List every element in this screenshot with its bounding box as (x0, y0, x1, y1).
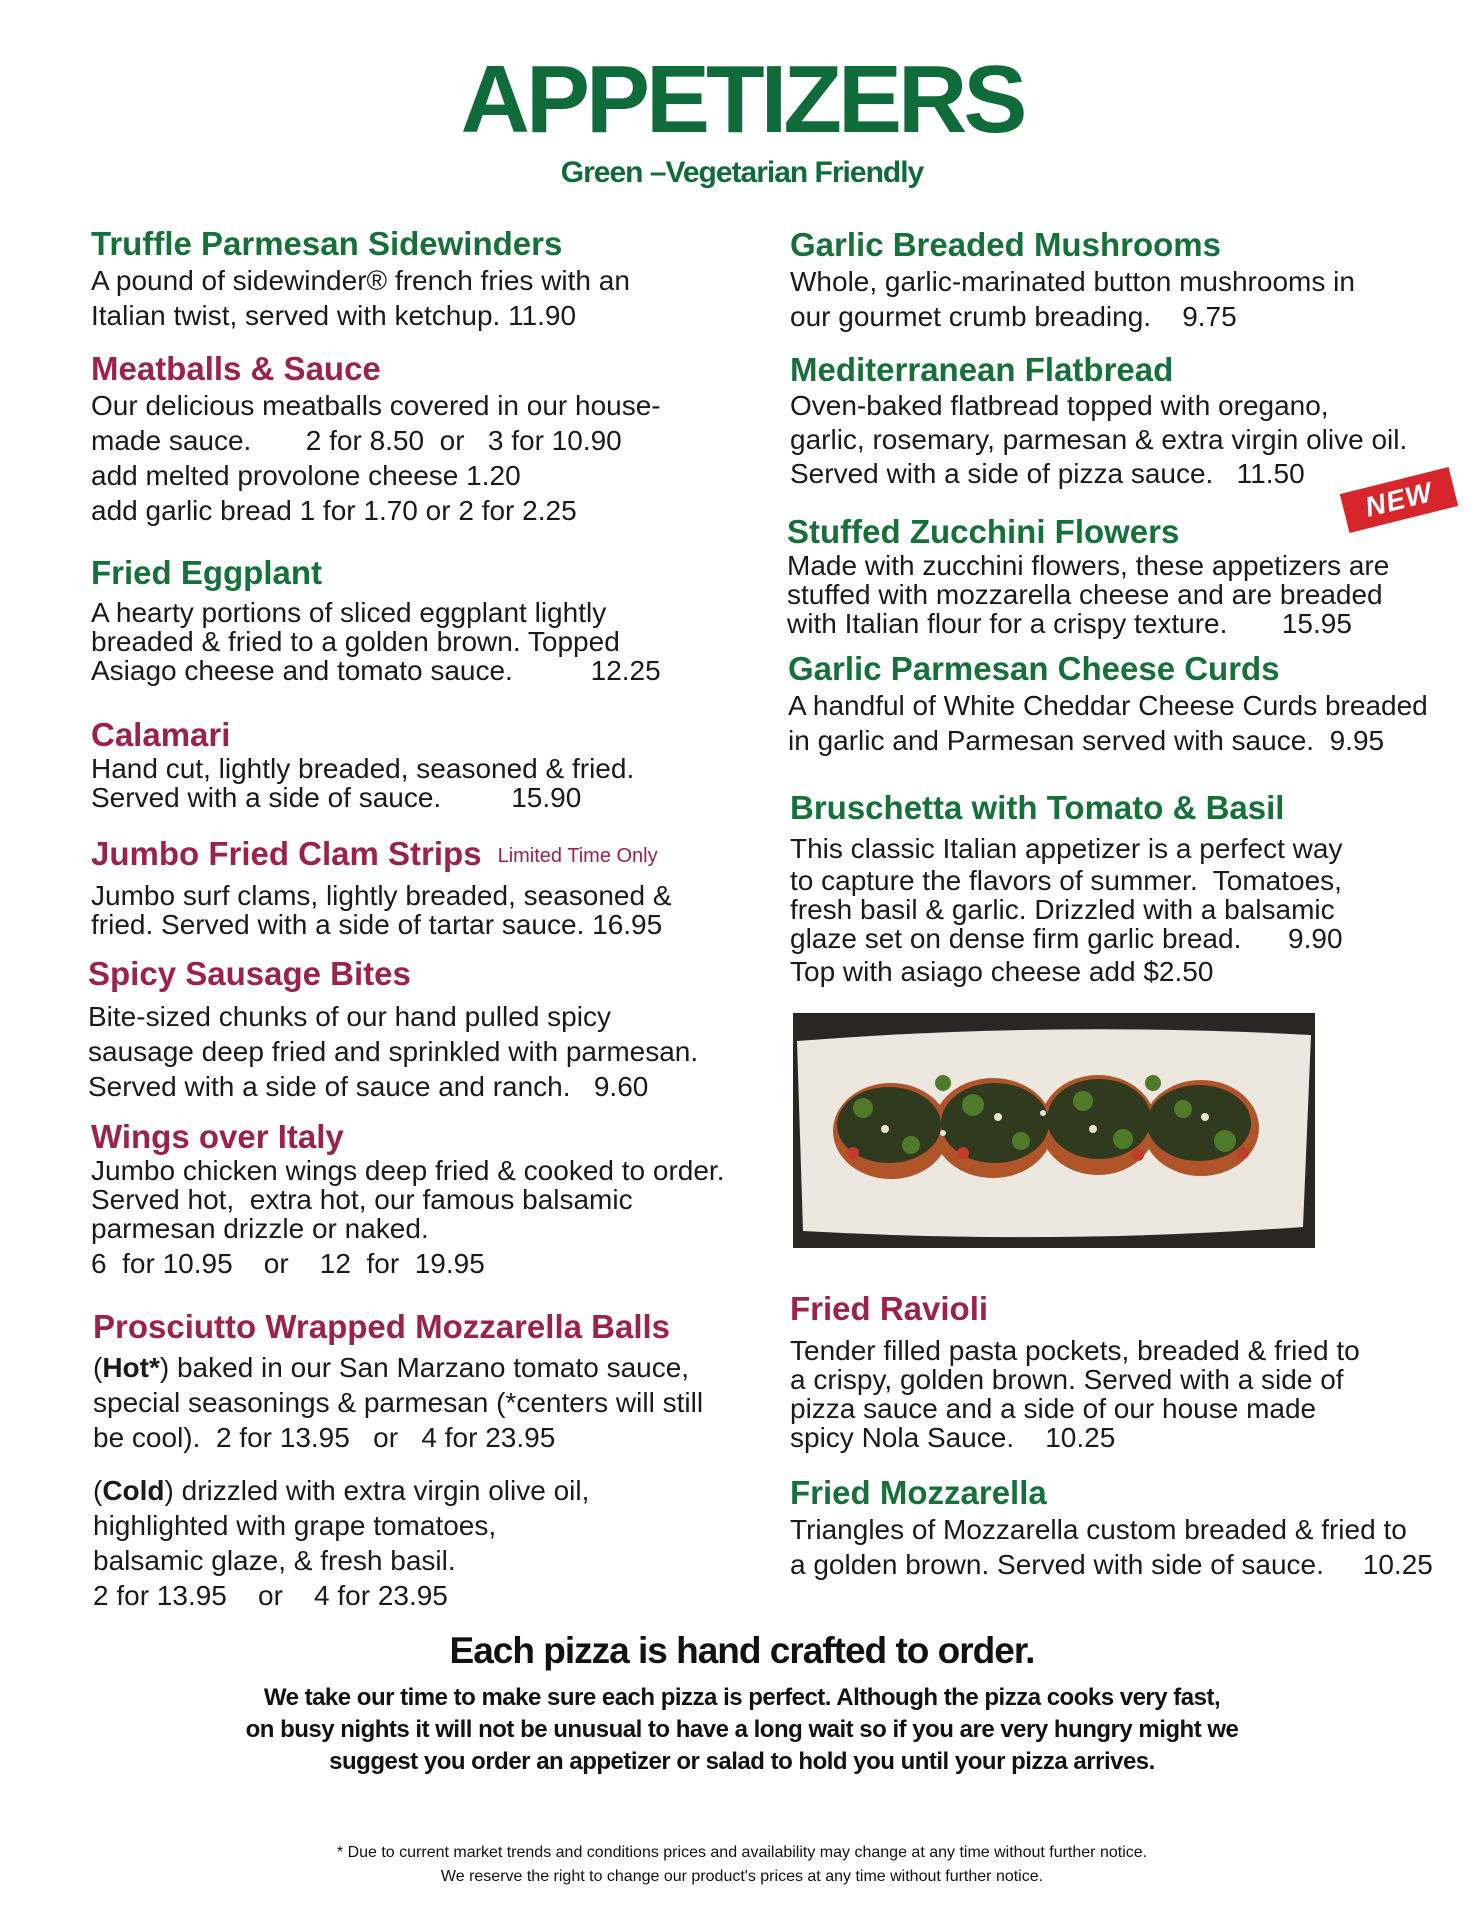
item-name: Meatballs & Sauce (91, 350, 381, 387)
bruschetta-photo (793, 1013, 1315, 1248)
price-disclaimer: * Due to current market trends and conditions prices and availability may change at any time without further notice. (336, 1844, 1148, 1861)
item-desc-line: 6 for 10.95 or 12 for 19.95 (91, 1248, 485, 1279)
item-desc-line: A hearty portions of sliced eggplant lightly (91, 597, 607, 628)
item-desc-line: sausage deep fried and sprinkled with parmesan. (88, 1036, 699, 1067)
item-name: Fried Eggplant (91, 554, 322, 591)
menu-item-mediterranean-flatbread (790, 351, 1407, 491)
item-desc-line: Triangles of Mozzarella custom breaded & fried to (790, 1514, 1407, 1545)
price-disclaimer: We reserve the right to change our product's prices at any time without further notice. (440, 1868, 1044, 1885)
hot-label: Hot* (102, 1352, 160, 1383)
item-desc-line: made sauce. 2 for 8.50 or 3 for 10.90 (91, 425, 622, 456)
item-desc-text: baked in our San Marzano tomato sauce, (169, 1352, 690, 1383)
item-desc-line: to capture the flavors of summer. Tomatoes, (790, 865, 1342, 896)
item-name: Fried Ravioli (790, 1290, 989, 1327)
menu-item-fried-mozzarella (790, 1474, 1433, 1582)
item-name: Mediterranean Flatbread (790, 351, 1174, 388)
item-desc-line: Oven-baked flatbread topped with oregano, (790, 390, 1329, 421)
item-desc-line: a golden brown. Served with side of sauce. 10.25 (790, 1549, 1433, 1580)
item-desc-line: Bite-sized chunks of our hand pulled spicy (88, 1001, 611, 1032)
item-desc-text: drizzled with extra virgin olive oil, (173, 1475, 590, 1506)
item-desc-line: parmesan drizzle or naked. (91, 1213, 429, 1244)
item-desc-line: Jumbo surf clams, lightly breaded, seasoned & (91, 880, 672, 911)
item-name-text: Jumbo Fried Clam Strips (91, 835, 482, 872)
item-desc-line: Hand cut, lightly breaded, seasoned & fried. (91, 753, 635, 784)
item-desc-line: Our delicious meatballs covered in our house- (91, 390, 661, 421)
item-desc-line: Served with a side of pizza sauce. 11.50 (790, 458, 1305, 489)
menu-item-meatballs (91, 350, 661, 528)
item-desc-line: fried. Served with a side of tartar sauce. 16.95 (91, 909, 663, 940)
item-desc-line: Made with zucchini flowers, these appetizers are (787, 550, 1390, 581)
footer-line: We take our time to make sure each pizza is perfect. Although the pizza cooks very fast, (263, 1684, 1221, 1711)
item-desc-line: in garlic and Parmesan served with sauce. 9.95 (788, 725, 1385, 756)
item-name: Fried Mozzarella (790, 1474, 1047, 1511)
item-desc-line: Tender filled pasta pockets, breaded & fried to (790, 1335, 1360, 1366)
menu-item-wings (91, 1118, 724, 1278)
item-desc-line: Top with asiago cheese add $2.50 (790, 956, 1214, 987)
item-desc-line: with Italian flour for a crispy texture. 15.95 (787, 608, 1352, 639)
item-desc-line: our gourmet crumb breading. 9.75 (790, 301, 1237, 332)
item-desc-line: highlighted with grape tomatoes, (93, 1510, 497, 1541)
menu-item-bruschetta (790, 789, 1343, 986)
vegetarian-legend: Green –Vegetarian Friendly (560, 156, 924, 189)
item-desc-line: Asiago cheese and tomato sauce. 12.25 (91, 655, 661, 686)
menu-item-cheese-curds (788, 650, 1428, 758)
item-desc-line: balsamic glaze, & fresh basil. (93, 1545, 456, 1576)
item-name: Stuffed Zucchini Flowers (787, 513, 1180, 550)
footer-headline: Each pizza is hand crafted to order. (449, 1630, 1035, 1671)
menu-item-zucchini-flowers (787, 513, 1389, 638)
menu-item-calamari (91, 716, 634, 812)
item-desc-line: A handful of White Cheddar Cheese Curds breaded (788, 690, 1428, 721)
item-desc-line: Served hot, extra hot, our famous balsamic (91, 1184, 633, 1215)
item-name: Spicy Sausage Bites (88, 955, 411, 992)
item-desc-line: A pound of sidewinder® french fries with an (91, 265, 630, 296)
menu-item-sausage-bites (88, 955, 698, 1104)
menu-item-truffle-sidewinders (91, 225, 630, 333)
bruschetta-plate-illustration (793, 1013, 1315, 1248)
item-desc-line: pizza sauce and a side of our house made (790, 1393, 1317, 1424)
footer-line: suggest you order an appetizer or salad to hold you until your pizza arrives. (329, 1748, 1155, 1775)
menu-item-clam-strips (91, 835, 672, 939)
item-desc-line: glaze set on dense firm garlic bread. 9.90 (790, 923, 1343, 954)
item-name: Garlic Breaded Mushrooms (790, 226, 1221, 263)
new-badge: NEW (1340, 467, 1458, 533)
item-desc-line: This classic Italian appetizer is a perfect way (790, 833, 1343, 864)
item-desc-line: special seasonings & parmesan (*centers will still (93, 1387, 704, 1418)
item-desc-line: breaded & fried to a golden brown. Topped (91, 626, 620, 657)
item-name: Truffle Parmesan Sidewinders (91, 225, 563, 262)
menu-item-fried-ravioli (790, 1290, 1360, 1452)
item-desc-line: Served with a side of sauce and ranch. 9.60 (88, 1071, 649, 1102)
item-desc-line: be cool). 2 for 13.95 or 4 for 23.95 (93, 1422, 556, 1453)
menu-item-prosciutto-balls (93, 1308, 703, 1613)
cold-label: Cold (102, 1475, 165, 1506)
item-desc-line: (Cold) drizzled with extra virgin olive oil, (93, 1475, 590, 1506)
item-desc-line: Served with a side of sauce. 15.90 (91, 782, 582, 813)
item-name: Bruschetta with Tomato & Basil (790, 789, 1285, 826)
item-desc-line: add garlic bread 1 for 1.70 or 2 for 2.25 (91, 495, 577, 526)
item-name: Prosciutto Wrapped Mozzarella Balls (93, 1308, 671, 1345)
item-desc-line: (Hot*) baked in our San Marzano tomato sauce, (93, 1352, 690, 1383)
page-title: APPETIZERS (460, 46, 1024, 153)
item-name: Wings over Italy (91, 1118, 344, 1155)
item-desc-line: Whole, garlic-marinated button mushrooms in (790, 266, 1355, 297)
item-desc-line: 2 for 13.95 or 4 for 23.95 (93, 1580, 448, 1611)
menu-item-garlic-mushrooms (790, 226, 1355, 334)
footer-line: on busy nights it will not be unusual to have a long wait so if you are very hungry might we (245, 1716, 1239, 1743)
item-desc-line: add melted provolone cheese 1.20 (91, 460, 521, 491)
item-name: Calamari (91, 716, 231, 753)
item-desc-line: garlic, rosemary, parmesan & extra virgin olive oil. (790, 424, 1408, 455)
item-desc-line: a crispy, golden brown. Served with a side of (790, 1364, 1344, 1395)
item-desc-line: Italian twist, served with ketchup. 11.90 (91, 300, 577, 331)
menu-item-fried-eggplant (91, 554, 661, 685)
item-desc-line: fresh basil & garlic. Drizzled with a balsamic (790, 894, 1335, 925)
item-name: Garlic Parmesan Cheese Curds (788, 650, 1280, 687)
item-name (91, 835, 672, 875)
limited-time-tag: Limited Time Only (497, 845, 658, 867)
item-desc-line: spicy Nola Sauce. 10.25 (790, 1422, 1116, 1453)
item-desc-line: Jumbo chicken wings deep fried & cooked to order. (91, 1155, 725, 1186)
item-desc-line: stuffed with mozzarella cheese and are breaded (787, 579, 1383, 610)
